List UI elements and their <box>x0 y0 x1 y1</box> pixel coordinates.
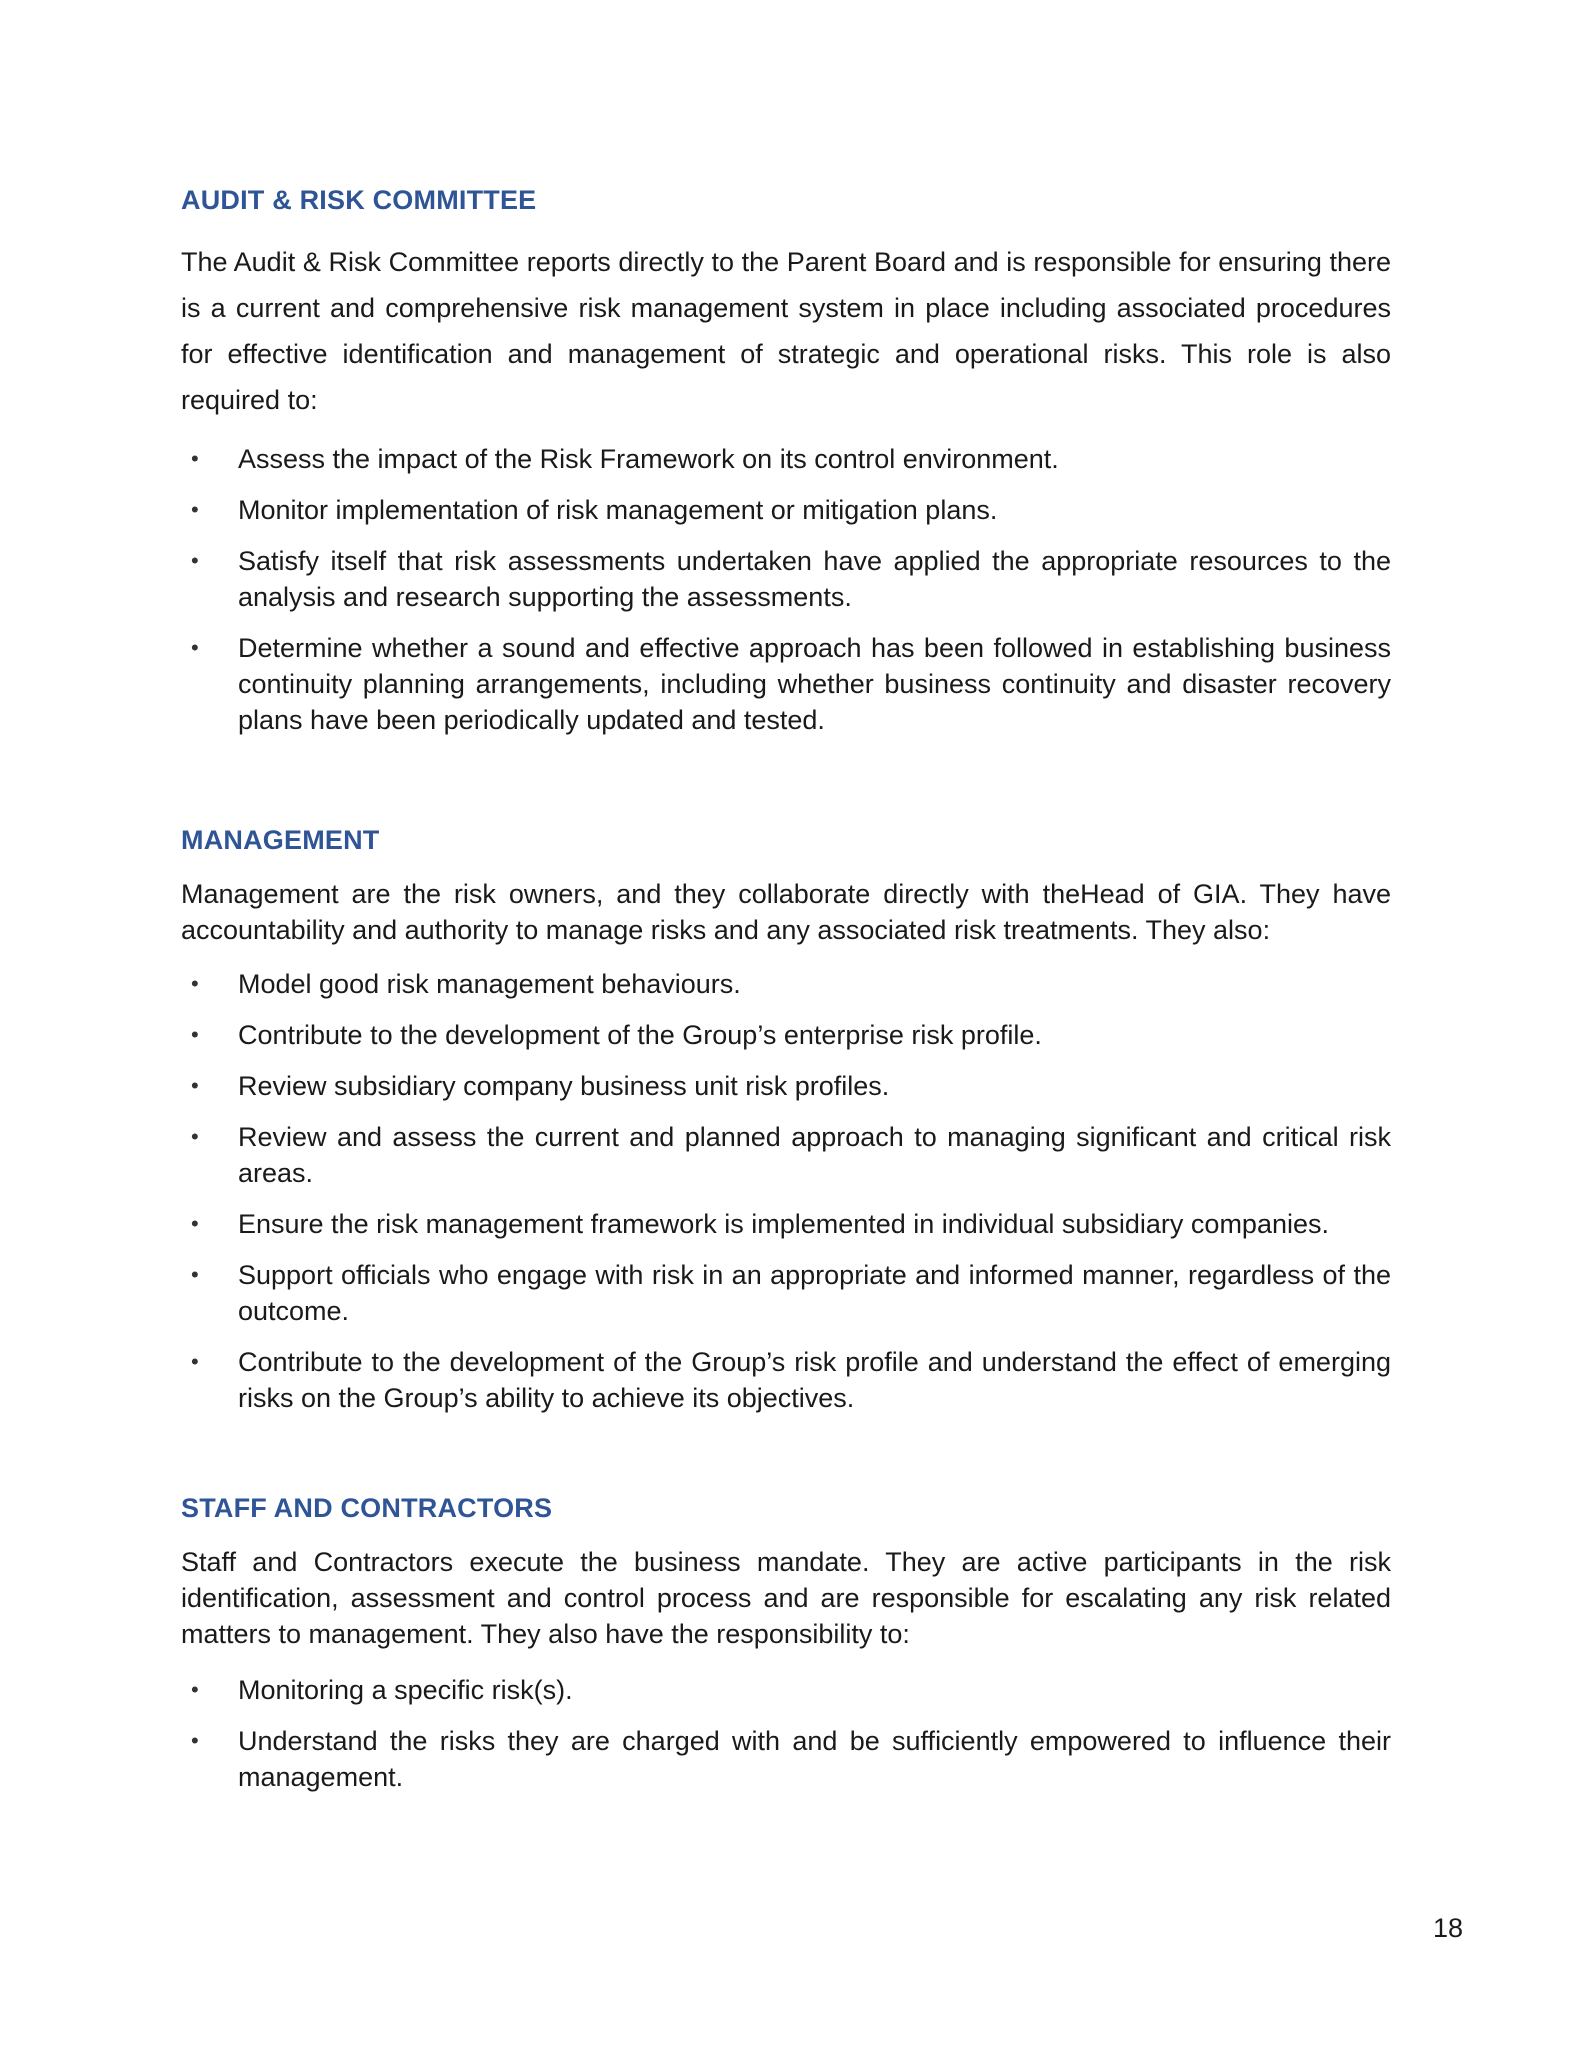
list-item: • Review and assess the current and planned approach to managing significant and critical risk areas. <box>181 1119 1391 1191</box>
section-management <box>181 824 1391 1416</box>
list-item: • Model good risk management behaviours. <box>181 966 1391 1002</box>
list-item: • Contribute to the development of the Group’s enterprise risk profile. <box>181 1017 1391 1053</box>
bullet-icon: • <box>191 446 199 471</box>
section-intro: Staff and Contractors execute the business mandate. They are active participants in the risk identification, assessment and control process and are responsible for escalating any risk related matters to management. They also have the responsibility to: <box>181 1547 1391 1649</box>
list-item: • Monitor implementation of risk management or mitigation plans. <box>181 492 1391 528</box>
bullet-icon: • <box>191 1262 199 1287</box>
bullet-icon: • <box>191 548 199 573</box>
bullet-icon: • <box>191 1677 199 1702</box>
bullet-list <box>181 1672 1391 1795</box>
bullet-list <box>181 966 1391 1416</box>
bullet-icon: • <box>191 1022 199 1047</box>
section-intro: The Audit & Risk Committee reports directly to the Parent Board and is responsible for ensuring there is a current and comprehensive risk management system in place including associated procedures for effective identification and management of strategic and operational risks. This role is also required to: <box>181 247 1391 415</box>
bullet-icon: • <box>191 1073 199 1098</box>
list-item: • Determine whether a sound and effective approach has been followed in establishing business continuity planning arrangements, including whether business continuity and disaster recovery plans have been periodically updated and tested. <box>181 630 1391 738</box>
section-audit-risk-committee <box>181 184 1391 738</box>
bullet-icon: • <box>191 1728 199 1753</box>
bullet-list <box>181 441 1391 738</box>
bullet-icon: • <box>191 1124 199 1149</box>
list-item: • Contribute to the development of the Group’s risk profile and understand the effect of emerging risks on the Group’s ability to achieve its objectives. <box>181 1344 1391 1416</box>
section-heading: STAFF AND CONTRACTORS <box>181 1493 553 1523</box>
list-item: • Assess the impact of the Risk Framework on its control environment. <box>181 441 1391 477</box>
bullet-icon: • <box>191 635 199 660</box>
list-item: • Understand the risks they are charged with and be sufficiently empowered to influence their management. <box>181 1723 1391 1795</box>
bullet-icon: • <box>191 1211 199 1236</box>
bullet-icon: • <box>191 497 199 522</box>
list-item: • Review subsidiary company business unit risk profiles. <box>181 1068 1391 1104</box>
section-heading: AUDIT & RISK COMMITTEE <box>181 185 537 215</box>
section-staff-and-contractors <box>181 1492 1391 1795</box>
list-item: • Ensure the risk management framework is implemented in individual subsidiary companies. <box>181 1206 1391 1242</box>
page-number: 18 <box>1432 1913 1463 1943</box>
list-item: • Support officials who engage with risk in an appropriate and informed manner, regardless of the outcome. <box>181 1257 1391 1329</box>
list-item: • Satisfy itself that risk assessments undertaken have applied the appropriate resources to the analysis and research supporting the assessments. <box>181 543 1391 615</box>
bullet-icon: • <box>191 971 199 996</box>
section-intro: Management are the risk owners, and they collaborate directly with theHead of GIA. They have accountability and authority to manage risks and any associated risk treatments. They also: <box>181 879 1391 945</box>
bullet-icon: • <box>191 1349 199 1374</box>
list-item: • Monitoring a specific risk(s). <box>181 1672 1391 1708</box>
section-heading: MANAGEMENT <box>181 825 380 855</box>
